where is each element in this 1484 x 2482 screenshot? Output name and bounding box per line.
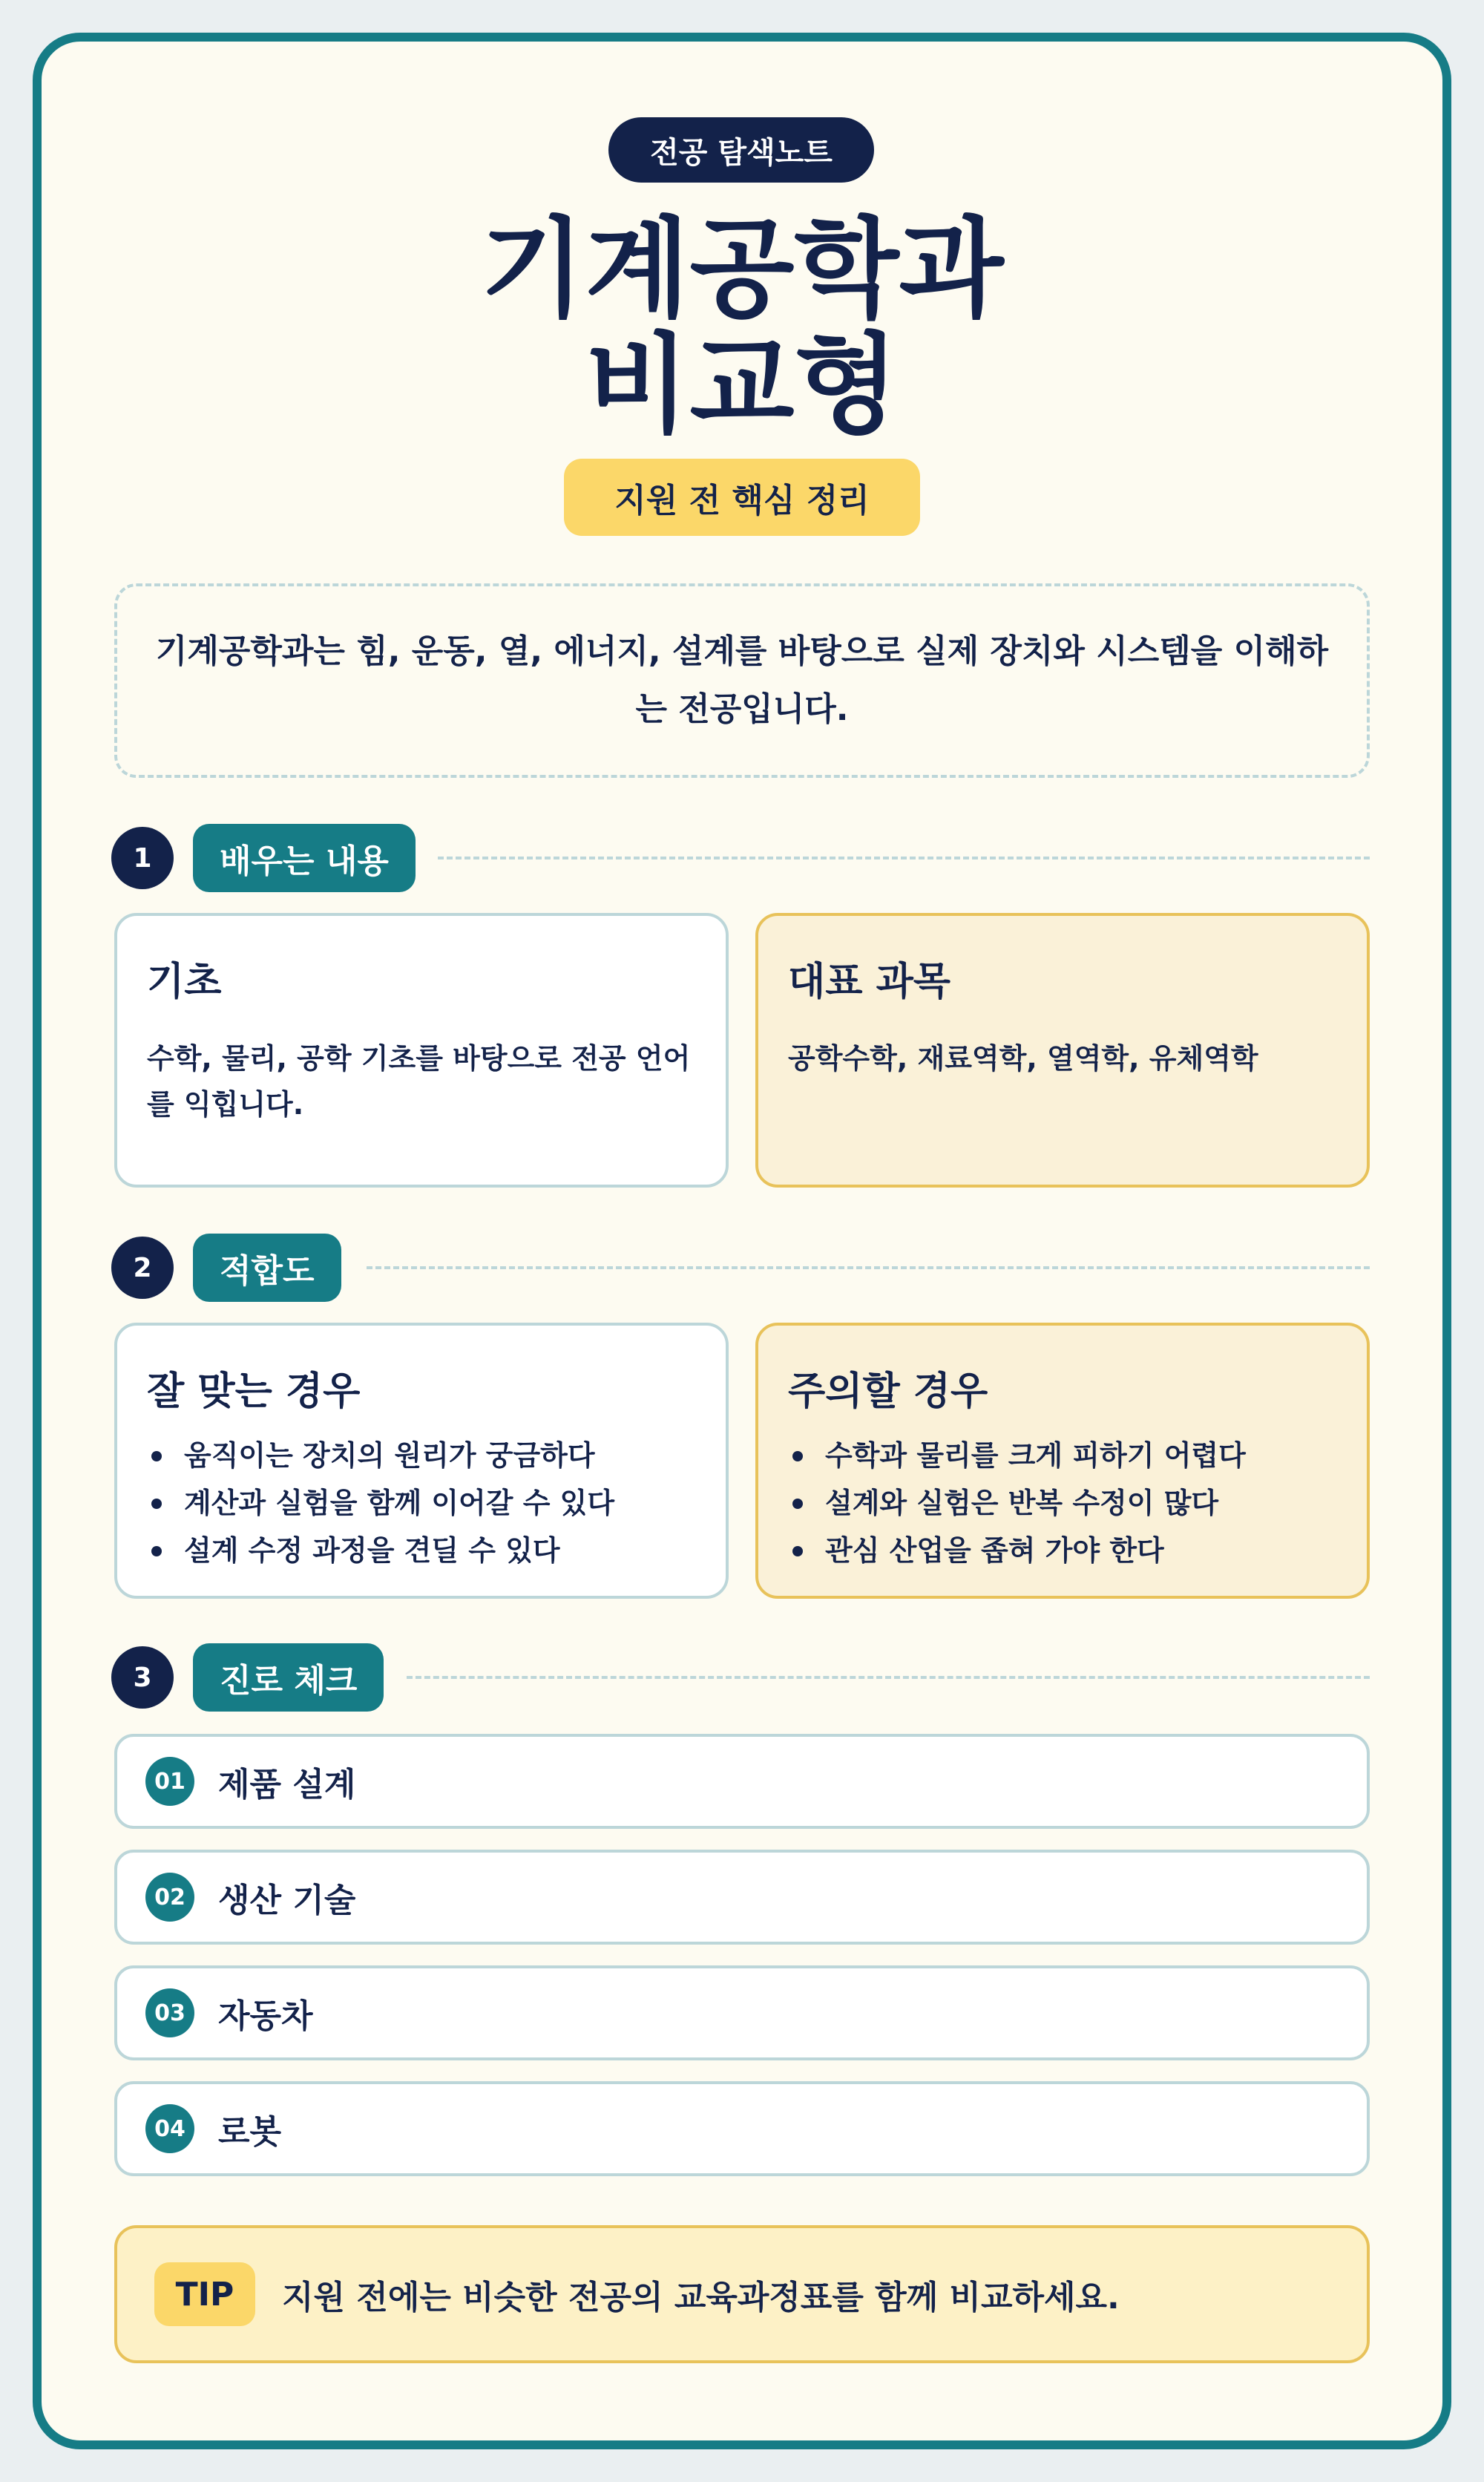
list-item: 관심 산업을 좁혀 가야 한다	[788, 1527, 1337, 1574]
section-1-number: 1	[111, 827, 174, 889]
good-fit-title: 잘 맞는 경우	[147, 1369, 361, 1414]
caution-title: 주의할 경우	[788, 1369, 988, 1414]
section-1-divider	[438, 857, 1370, 859]
tip-badge: TIP	[154, 2262, 255, 2326]
page-title-line1: 기계공학과	[480, 206, 1004, 333]
courses-text: 공학수학, 재료역학, 열역학, 유체역학	[788, 1042, 1258, 1075]
career-label: 제품 설계	[218, 1766, 356, 1804]
list-item: 계산과 실험을 함께 이어갈 수 있다	[147, 1479, 696, 1527]
basics-box	[114, 913, 729, 1188]
career-number: 01	[145, 1757, 194, 1806]
intro-box	[114, 583, 1370, 778]
courses-title: 대표 과목	[788, 960, 951, 1004]
category-badge: 전공 탐색노트	[608, 117, 874, 183]
caution-box	[755, 1323, 1370, 1599]
section-1-label: 배우는 내용	[193, 824, 416, 892]
list-item: 수학과 물리를 크게 피하기 어렵다	[788, 1432, 1337, 1479]
tip-text: 지원 전에는 비슷한 전공의 교육과정표를 함께 비교하세요.	[282, 2279, 1120, 2316]
intro-text: 기계공학과는 힘, 운동, 열, 에너지, 설계를 바탕으로 실제 장치와 시스템을 이해하는 전공입니다.	[155, 632, 1329, 728]
section-2-divider	[367, 1266, 1370, 1269]
tip-box	[114, 2225, 1370, 2363]
section-3-divider	[407, 1676, 1370, 1679]
good-fit-box	[114, 1323, 729, 1599]
courses-box	[755, 913, 1370, 1188]
section-2-label: 적합도	[193, 1234, 341, 1302]
career-row-automotive	[114, 1965, 1370, 2060]
basics-text: 수학, 물리, 공학 기초를 바탕으로 전공 언어를 익힙니다.	[147, 1042, 691, 1121]
career-row-production-tech	[114, 1850, 1370, 1945]
career-label: 자동차	[218, 1997, 313, 2035]
list-item: 설계 수정 과정을 견딜 수 있다	[147, 1527, 696, 1574]
section-3-number: 3	[111, 1646, 174, 1709]
basics-title: 기초	[147, 960, 222, 1004]
list-item: 움직이는 장치의 원리가 궁금하다	[147, 1432, 696, 1479]
section-2-number: 2	[111, 1237, 174, 1299]
career-number: 04	[145, 2104, 194, 2153]
caution-list	[788, 1432, 1337, 1574]
career-label: 생산 기술	[218, 1882, 356, 1919]
page-title-line2: 비교형	[585, 322, 899, 448]
career-number: 02	[145, 1873, 194, 1922]
good-fit-list	[147, 1432, 696, 1574]
career-row-robot	[114, 2081, 1370, 2176]
list-item: 설계와 실험은 반복 수정이 많다	[788, 1479, 1337, 1527]
subtitle-badge: 지원 전 핵심 정리	[564, 459, 920, 536]
career-number: 03	[145, 1988, 194, 2037]
career-row-product-design	[114, 1734, 1370, 1829]
section-3-label: 진로 체크	[193, 1643, 384, 1712]
career-label: 로봇	[218, 2113, 282, 2151]
